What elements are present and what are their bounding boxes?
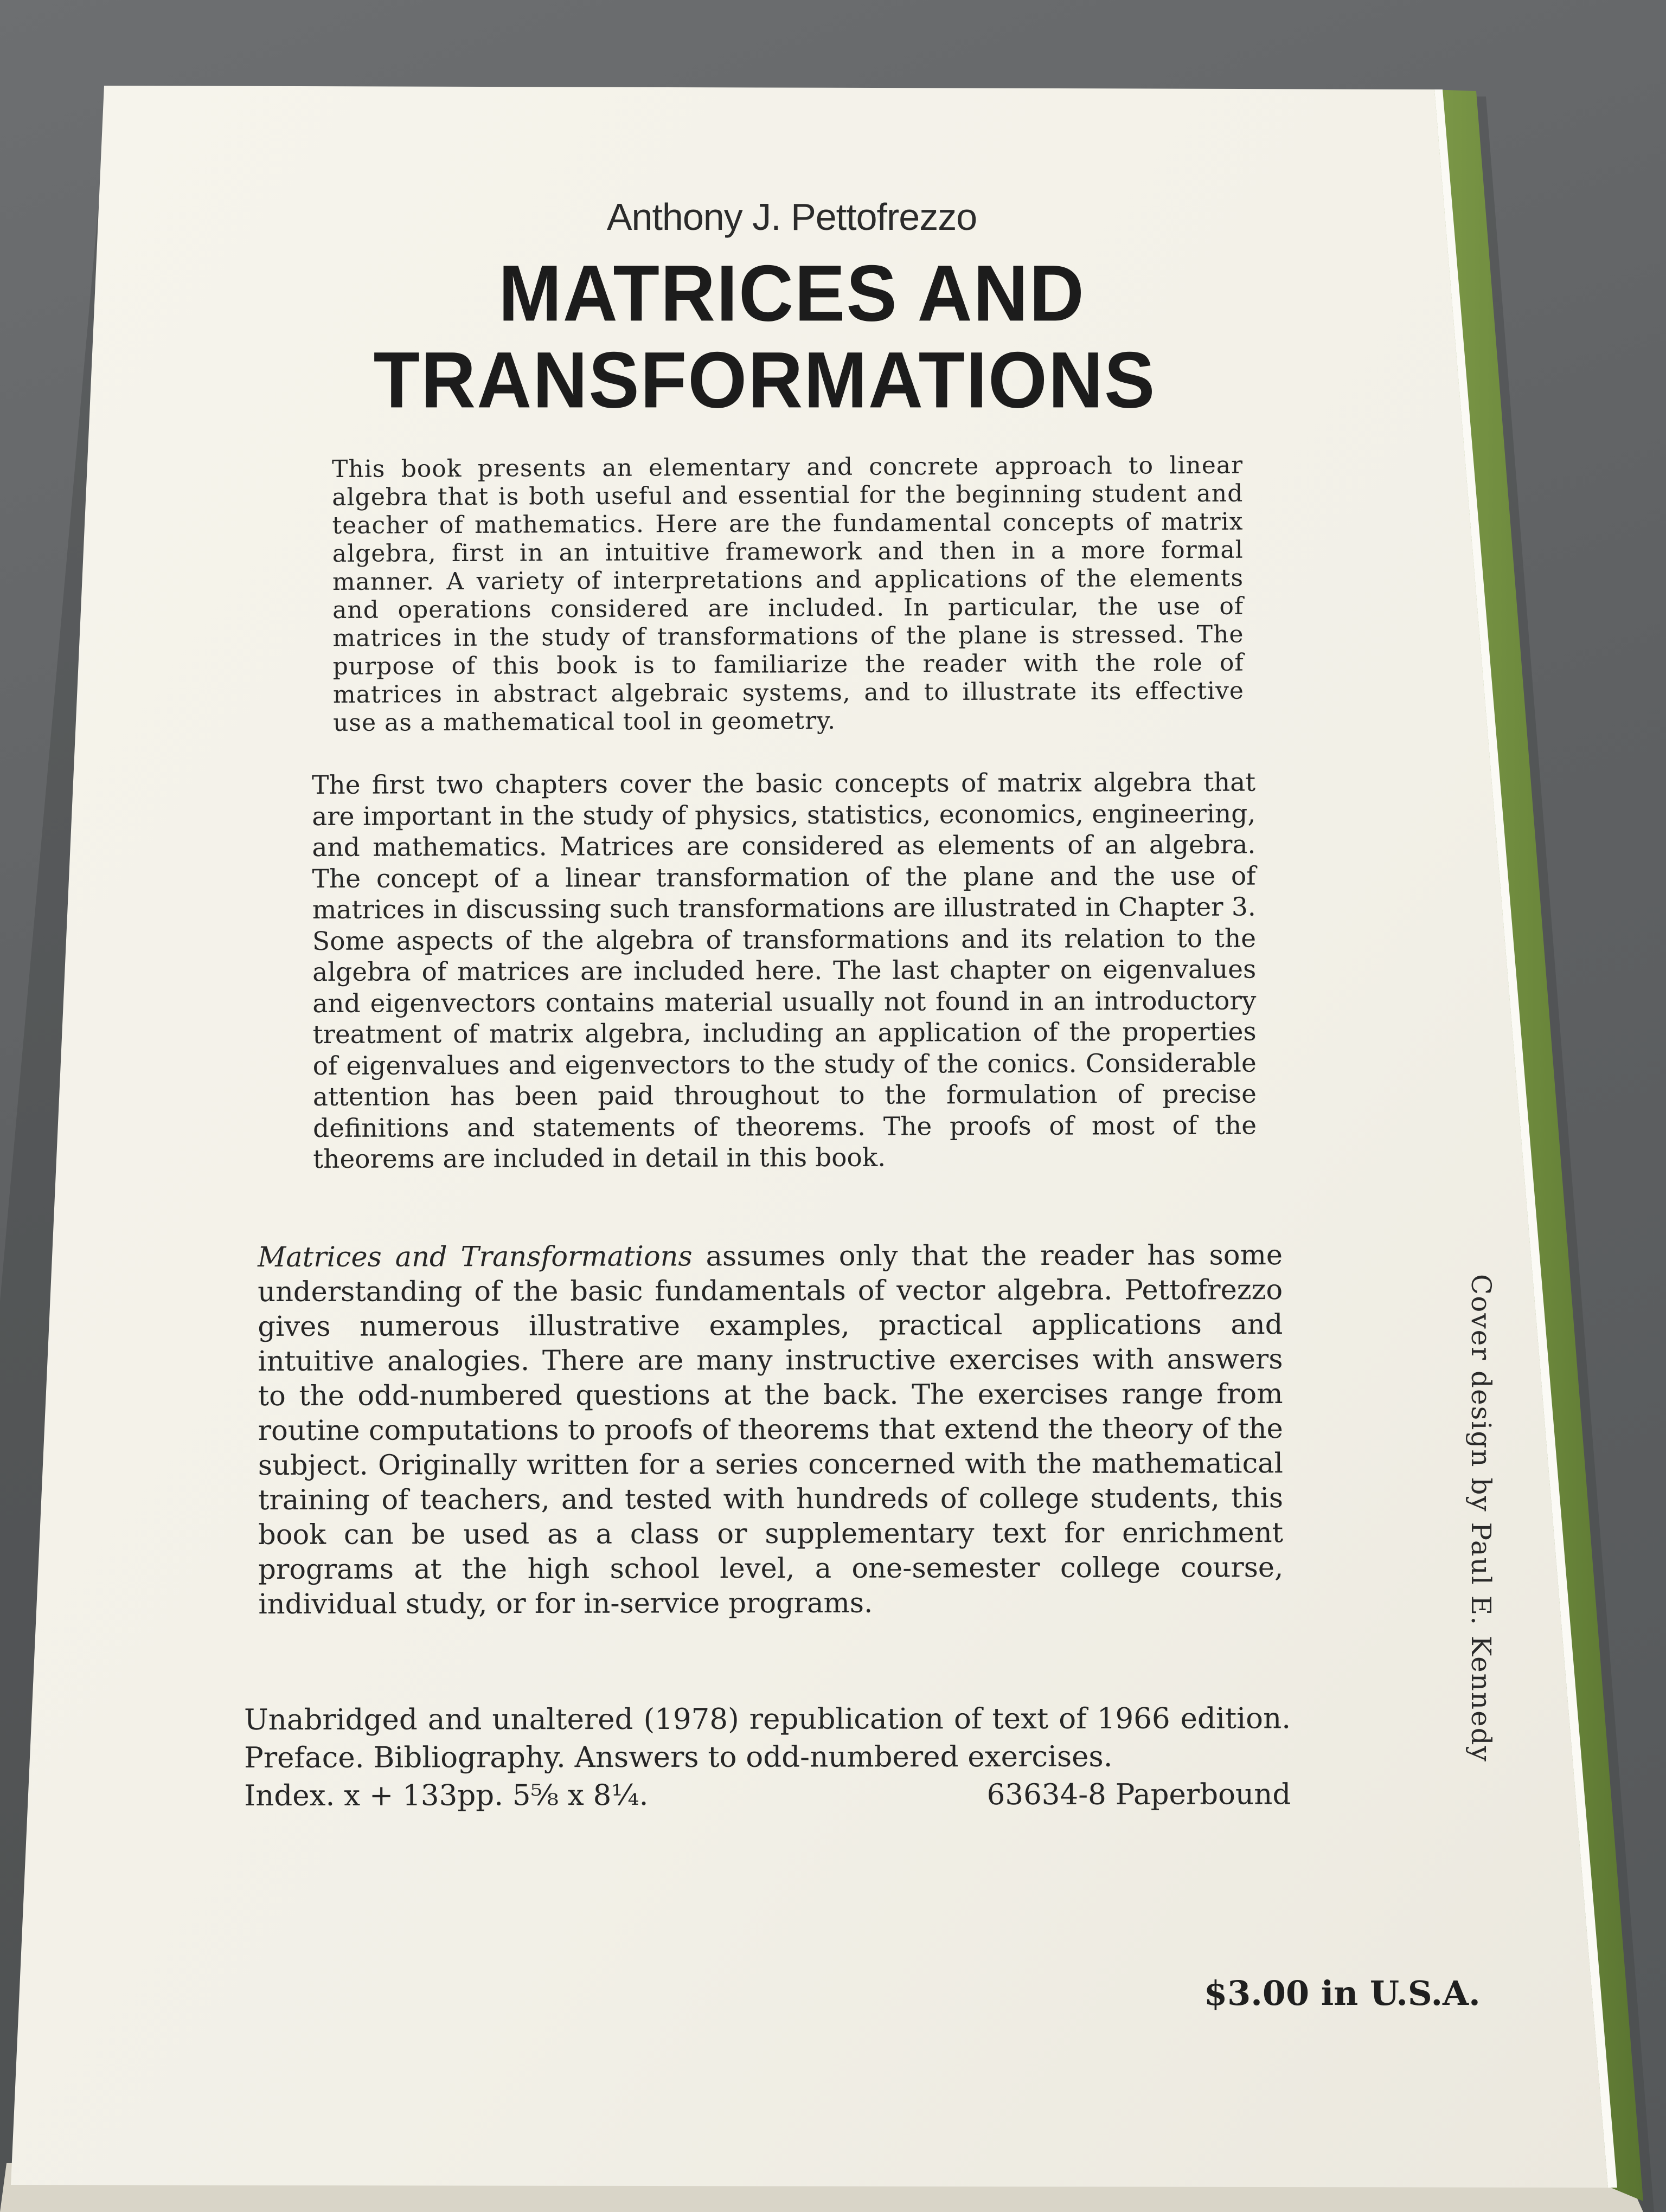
index-note: Index. x + 133pp. 5⅝ x 8¼. xyxy=(244,1778,649,1812)
description-paragraph-3 xyxy=(258,1238,1283,1622)
publication-details xyxy=(244,1700,1291,1815)
price-label: $3.00 in U.S.A. xyxy=(1204,1973,1481,2013)
cover-credit: Cover design by Paul E. Kennedy xyxy=(1465,1274,1497,1763)
catalog-note: 63634-8 Paperbound xyxy=(986,1778,1291,1812)
book-title-italic: Matrices and Transformations xyxy=(258,1240,693,1274)
paragraph-3-text: assumes only that the reader has some understanding of the basic fundamentals of vector algebra. Pettofrezzo gives numerous illustrative examples, practical applications and intuitive analogies. There are many instructive exercises with answers to the odd-numbered questions at the back. The exercises range from routine computations to proofs of theorems that extend the theory of the subject. Originally written for a series concerned with the mathematical training of teachers, and tested with hundreds of college students, this book can be used as a class or supplementary text for enrichment programs at the high school level, a one-semester college course, individual study, or for in-service programs. xyxy=(258,1239,1284,1621)
description-paragraph-1: This book presents an elementary and concrete approach to linear algebra that is both useful and essential for the beginning student and teacher of mathematics. Here are the fundamental concepts of matrix algebra, first in an intuitive framework and then in a more formal manner. A variety of interpretations and applications of the elements and operations considered are included. In particular, the use of matrices in the study of transformations of the plane is stressed. The purpose of this book is to familiarize the reader with the role of matrices in abstract algebraic systems, and to illustrate its effective use as a mathematical tool in geometry. xyxy=(332,451,1245,737)
description-paragraph-2: The first two chapters cover the basic concepts of matrix algebra that are important in the study of physics, statistics, economics, engineering, and mathematics. Matrices are considered as elements of an algebra. The concept of a linear transformation of the plane and the use of matrices in discussing such transformations are illustrated in Chapter 3. Some aspects of the algebra of transformations and its relation to the algebra of matrices are included here. The last chapter on eigenvalues and eigenvectors contains material usually not found in an introductory treatment of matrix algebra, including an application of the properties of eigenvalues and eigenvectors to the study of the conics. Considerable attention has been paid throughout to the formulation of precise definitions and statements of theorems. The proofs of most of the theorems are included in detail in this book. xyxy=(312,767,1257,1174)
book-title-line-2: TRANSFORMATIONS xyxy=(373,335,1156,425)
edition-note: Unabridged and unaltered (1978) republication of text of 1966 edition. Preface. Bibliography. Answers to odd-numbered exercises. xyxy=(244,1702,1291,1774)
details-last-line xyxy=(244,1776,1291,1815)
author-name: Anthony J. Pettofrezzo xyxy=(606,196,977,238)
book-title-line-1: MATRICES AND xyxy=(498,248,1085,338)
